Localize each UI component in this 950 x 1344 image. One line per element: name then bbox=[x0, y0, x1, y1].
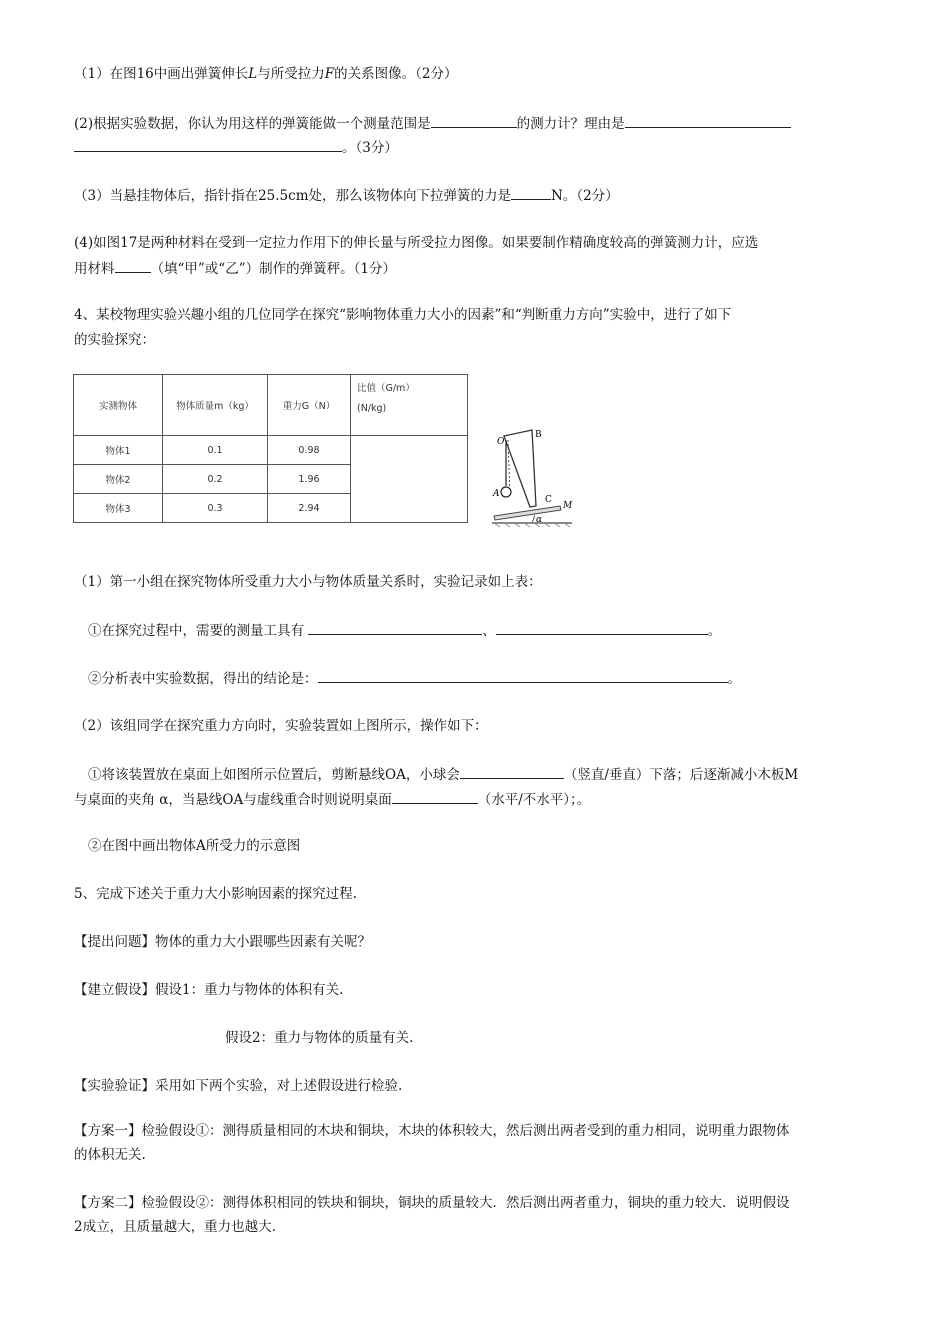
board-m bbox=[494, 506, 561, 520]
q4-part1-q1: ①在探究过程中，需要的测量工具有 、 。 bbox=[88, 620, 721, 641]
q3-item4: (4)如图17是两种材料在受到一定拉力作用下的伸长量与所受拉力图像。如果要制作精确度较高的弹簧测力计，应选 bbox=[74, 235, 759, 251]
answer-blank-reason[interactable] bbox=[625, 113, 791, 128]
label-b: B bbox=[535, 430, 542, 440]
q3-item3: （3）当悬挂物体后，指针指在25.5cm处，那么该物体向下拉弹簧的力是 N。（2分） bbox=[74, 185, 619, 206]
var-F: F bbox=[324, 66, 335, 82]
table-row: 物体1 0.1 0.98 bbox=[74, 436, 468, 465]
answer-blank-tool-2[interactable] bbox=[496, 620, 708, 635]
ball-a bbox=[501, 487, 511, 497]
q5-plan-2-cont: 2成立，且质量越大，重力也越大. bbox=[74, 1219, 276, 1235]
angle-arc bbox=[532, 515, 534, 522]
q3-item4-cont: 用材料 （填“甲”或“乙”）制作的弹簧秤。（1分） bbox=[74, 258, 396, 279]
q5-title: 5、完成下述关于重力大小影响因素的探究过程. bbox=[74, 886, 357, 902]
q3-item1: （1）在图16中画出弹簧伸长L与所受拉力F的关系图像。（2分） bbox=[74, 66, 458, 82]
col-header-object: 实测物体 bbox=[74, 375, 163, 436]
table-header-row bbox=[74, 375, 468, 436]
q4-intro-cont: 的实验探究： bbox=[74, 332, 155, 348]
answer-blank-fall-direction[interactable] bbox=[460, 764, 564, 779]
q4-part2-q1: ①将该装置放在桌面上如图所示位置后，剪断悬线OA，小球会 （竖直/垂直）下落；后逐渐减小木板M bbox=[88, 764, 798, 785]
q5-hypothesis-1: 【建立假设】假设1：重力与物体的体积有关. bbox=[74, 982, 344, 998]
label-a: A bbox=[493, 489, 500, 499]
label-m: M bbox=[563, 501, 573, 511]
q4-part2-q2: ②在图中画出物体A所受力的示意图 bbox=[88, 838, 301, 854]
q5-plan-1-cont: 的体积无关. bbox=[74, 1147, 146, 1163]
q5-verify: 【实验验证】采用如下两个实验，对上述假设进行检验. bbox=[74, 1078, 403, 1094]
var-L: L bbox=[248, 66, 258, 82]
col-header-ratio: 比值（G/m） (N/kg) bbox=[351, 375, 468, 436]
q4-part1: （1）第一小组在探究物体所受重力大小与物体质量关系时，实验记录如上表： bbox=[74, 574, 542, 590]
label-o: O bbox=[497, 437, 505, 447]
answer-blank-range[interactable] bbox=[431, 113, 517, 128]
q3-item2: (2)根据实验数据，你认为用这样的弹簧能做一个测量范围是 的测力计？理由是 bbox=[74, 113, 791, 134]
col-header-mass: 物体质量m（kg） bbox=[163, 375, 268, 436]
q5-plan-2: 【方案二】检验假设②：测得体积相同的铁块和铜块，铜块的质量较大．然后测出两者重力，铜块的重力较大．说明假设 bbox=[74, 1195, 790, 1211]
label-alpha: α bbox=[536, 515, 543, 525]
answer-blank-reason-cont[interactable] bbox=[74, 137, 342, 152]
label-c: C bbox=[545, 495, 552, 505]
answer-blank-level[interactable] bbox=[392, 789, 478, 804]
q5-plan-1: 【方案一】检验假设①：测得质量相同的木块和铜块，木块的体积较大，然后测出两者受到的重力相同，说明重力跟物体 bbox=[74, 1123, 790, 1139]
q3-item2-cont: 。（3分） bbox=[74, 137, 398, 158]
table-row: 物体2 0.2 1.96 bbox=[74, 465, 468, 494]
measurement-table bbox=[73, 374, 468, 523]
q5-hypothesis-2: 假设2：重力与物体的质量有关. bbox=[225, 1030, 414, 1046]
col-header-weight: 重力G（N） bbox=[268, 375, 351, 436]
ratio-answer-cell[interactable] bbox=[351, 436, 468, 523]
q5-ask: 【提出问题】物体的重力大小跟哪些因素有关呢？ bbox=[74, 934, 371, 950]
answer-blank-force[interactable] bbox=[511, 185, 551, 200]
table-row: 物体3 0.3 2.94 bbox=[74, 494, 468, 523]
q4-intro: 4、某校物理实验兴趣小组的几位同学在探究“影响物体重力大小的因素”和“判断重力方向”实验中，进行了如下 bbox=[74, 307, 732, 323]
q4-part2: （2）该组同学在探究重力方向时，实验装置如上图所示，操作如下： bbox=[74, 718, 488, 734]
q4-part1-q2: ②分析表中实验数据，得出的结论是： 。 bbox=[88, 668, 741, 689]
answer-blank-material[interactable] bbox=[115, 258, 151, 273]
answer-blank-tool-1[interactable] bbox=[308, 620, 482, 635]
q4-part2-q1-cont: 与桌面的夹角 α，当悬线OA与虚线重合时则说明桌面 （水平/不水平）；。 bbox=[74, 789, 590, 810]
gravity-direction-apparatus bbox=[488, 426, 578, 530]
answer-blank-conclusion[interactable] bbox=[318, 668, 728, 683]
